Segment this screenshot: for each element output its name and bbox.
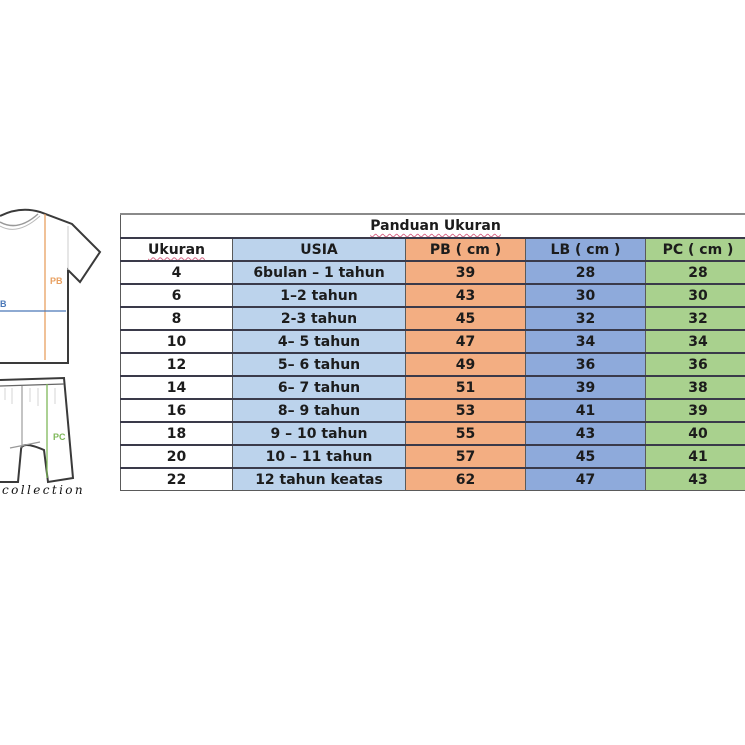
header-pc: PC ( cm ) (646, 238, 745, 261)
cell-usia: 10 – 11 tahun (233, 445, 406, 468)
cell-ukuran: 18 (121, 422, 233, 445)
cell-pb: 39 (406, 261, 526, 284)
cell-usia: 8– 9 tahun (233, 399, 406, 422)
header-lb: LB ( cm ) (526, 238, 646, 261)
cell-ukuran: 12 (121, 353, 233, 376)
cell-lb: 47 (526, 468, 646, 491)
cell-usia: 12 tahun keatas (233, 468, 406, 491)
cell-pc: 41 (646, 445, 745, 468)
header-usia: USIA (233, 238, 406, 261)
cell-ukuran: 4 (121, 261, 233, 284)
cell-pc: 36 (646, 353, 745, 376)
cell-pb: 62 (406, 468, 526, 491)
cell-ukuran: 10 (121, 330, 233, 353)
cell-lb: 32 (526, 307, 646, 330)
cell-pb: 47 (406, 330, 526, 353)
table-title-row (121, 214, 745, 238)
cell-pc: 30 (646, 284, 745, 307)
garment-illustration (0, 200, 118, 510)
cell-pb: 45 (406, 307, 526, 330)
table-row (121, 353, 745, 376)
table-row (121, 468, 745, 491)
cell-ukuran: 14 (121, 376, 233, 399)
cell-ukuran: 22 (121, 468, 233, 491)
cell-usia: 5– 6 tahun (233, 353, 406, 376)
cell-pc: 43 (646, 468, 745, 491)
cell-pb: 57 (406, 445, 526, 468)
lb-label: B (0, 299, 7, 309)
cell-ukuran: 16 (121, 399, 233, 422)
cell-pb: 49 (406, 353, 526, 376)
table-title: Panduan Ukuran (121, 214, 745, 238)
cell-ukuran: 8 (121, 307, 233, 330)
table-row (121, 261, 745, 284)
table-row (121, 445, 745, 468)
cell-usia: 9 – 10 tahun (233, 422, 406, 445)
cell-ukuran: 6 (121, 284, 233, 307)
cell-pc: 32 (646, 307, 745, 330)
table-row (121, 376, 745, 399)
tshirt-shorts-drawing-icon (0, 200, 118, 500)
cell-lb: 34 (526, 330, 646, 353)
cell-pb: 43 (406, 284, 526, 307)
size-chart-table (120, 213, 745, 491)
cell-pc: 38 (646, 376, 745, 399)
table-row (121, 330, 745, 353)
header-ukuran: Ukuran (121, 238, 233, 261)
cell-lb: 45 (526, 445, 646, 468)
cell-usia: 4– 5 tahun (233, 330, 406, 353)
cell-lb: 41 (526, 399, 646, 422)
cell-pb: 51 (406, 376, 526, 399)
cell-usia: 2-3 tahun (233, 307, 406, 330)
cell-pb: 55 (406, 422, 526, 445)
cell-lb: 43 (526, 422, 646, 445)
table-row (121, 399, 745, 422)
pc-label: PC (53, 432, 66, 442)
table-row (121, 307, 745, 330)
cell-usia: 6bulan – 1 tahun (233, 261, 406, 284)
cell-pc: 40 (646, 422, 745, 445)
cell-usia: 6– 7 tahun (233, 376, 406, 399)
cell-lb: 39 (526, 376, 646, 399)
cell-lb: 36 (526, 353, 646, 376)
cell-pc: 34 (646, 330, 745, 353)
table-row (121, 284, 745, 307)
pb-label: PB (50, 276, 63, 286)
tshirt-icon (0, 210, 100, 363)
cell-ukuran: 20 (121, 445, 233, 468)
table-row (121, 422, 745, 445)
cell-usia: 1–2 tahun (233, 284, 406, 307)
header-pb: PB ( cm ) (406, 238, 526, 261)
table-header-row (121, 238, 745, 261)
cell-lb: 28 (526, 261, 646, 284)
cell-pc: 28 (646, 261, 745, 284)
cell-pb: 53 (406, 399, 526, 422)
cell-pc: 39 (646, 399, 745, 422)
brand-watermark: collection (2, 483, 86, 497)
shorts-icon (0, 378, 73, 482)
cell-lb: 30 (526, 284, 646, 307)
